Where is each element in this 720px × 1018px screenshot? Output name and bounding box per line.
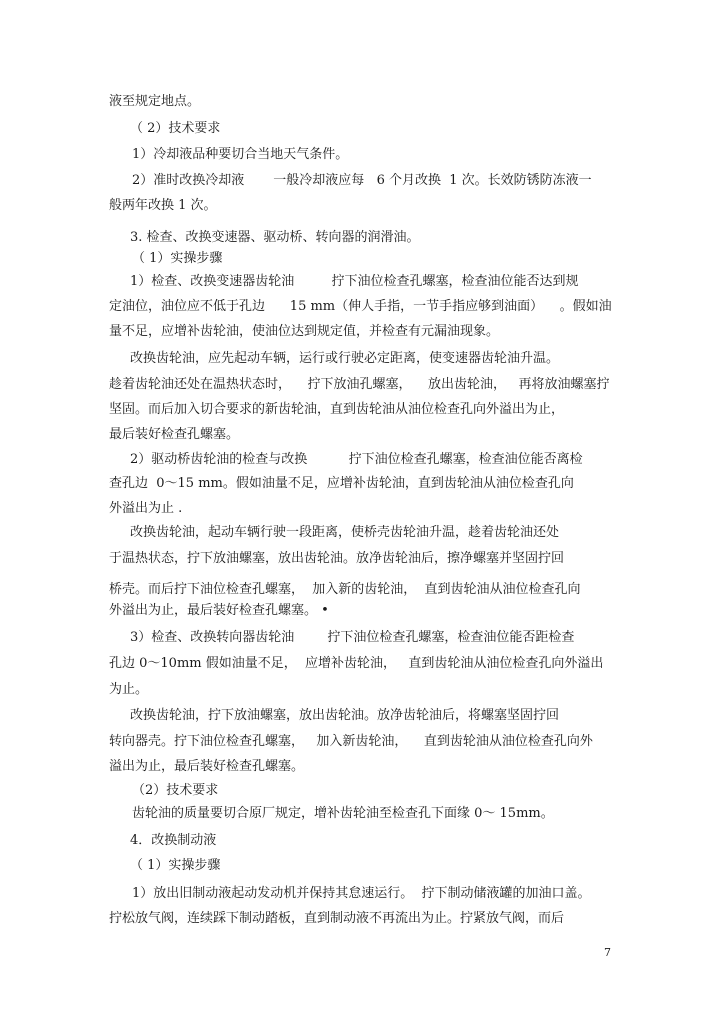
line-8: 定油位，油位应不低于孔边 15 mm（伸人手指，一节手指应够到油面） 。假如油 [109, 299, 612, 314]
line-11: 趁着齿轮油还处在温热状态时， 拧下放油孔螺塞， 放出齿轮油， 再将放油螺塞拧 [109, 377, 610, 392]
line-7: 1）检查、改换变速器齿轮油 拧下油位检查孔螺塞，检查油位能否达到规 [130, 274, 579, 289]
line-10: 改换齿轮油，应先起动车辆，运行或行驶必定距离，使变速器齿轮油升温。 [130, 351, 560, 366]
line-14: 2）驱动桥齿轮油的检查与改换 拧下油位检查孔螺塞，检查油位能否离检 [130, 452, 583, 467]
line-6: （ 1）实操步骤 [132, 251, 223, 266]
line-17: 改换齿轮油，起动车辆行驶一段距离，使桥壳齿轮油升温，趁着齿轮油还处 [130, 525, 560, 540]
line-13: 最后装好检查孔螺塞。 [109, 427, 240, 442]
line-5: 3. 检查、改换变速器、驱动桥、转向器的润滑油。 [130, 230, 420, 245]
line-26: 溢出为止，最后装好检查孔螺塞。 [109, 759, 305, 774]
line-22: 孔边 0～10mm 假如油量不足， 应增补齿轮油， 直到齿轮油从油位检查孔向外溢出 [109, 656, 604, 671]
page-number: 7 [604, 946, 611, 959]
line-2: 1）冷却液品种要切合当地天气条件。 [132, 147, 349, 162]
line-4: 般两年改换 1 次。 [109, 198, 217, 213]
line-29: 4．改换制动液 [130, 833, 217, 848]
line-15: 查孔边 0～15 mm。假如油量不足，应增补齿轮油，直到齿轮油从油位检查孔向 [109, 476, 574, 491]
line-25: 转向器壳。拧下油位检查孔螺塞， 加入新齿轮油， 直到齿轮油从油位检查孔向外 [109, 734, 593, 749]
line-23: 为止。 [109, 682, 149, 697]
line-9: 量不足，应增补齿轮油，使油位达到规定值，并检查有元漏油现象。 [109, 324, 500, 339]
line-21: 3）检查、改换转向器齿轮油 拧下油位检查孔螺塞，检查油位能否距检查 [130, 630, 575, 645]
line-28: 齿轮油的质量要切合原厂规定，增补齿轮油至检查孔下面缘 0～ 15mm。 [132, 806, 554, 821]
line-18: 于温热状态，拧下放油螺塞，放出齿轮油。放净齿轮油后，擦净螺塞并坚固拧回 [109, 551, 565, 566]
line-20: 外溢出为止，最后装好检查孔螺塞。 • [109, 603, 329, 618]
line-32: 拧松放气阀，连续踩下制动踏板，直到制动液不再流出为止。拧紧放气阀，而后 [109, 911, 565, 926]
line-24: 改换齿轮油，拧下放油螺塞，放出齿轮油。放净齿轮油后，将螺塞坚固拧回 [130, 708, 560, 723]
line-0: 液至规定地点。 [109, 94, 201, 109]
line-3: 2）准时改换冷却液 一般冷却液应每 6 个月改换 1 次。长效防锈防冻液一 [132, 173, 592, 188]
line-31: 1）放出旧制动液起动发动机并保持其怠速运行。 拧下制动储液罐的加油口盖。 [132, 886, 591, 901]
line-12: 坚固。而后加入切合要求的新齿轮油，直到齿轮油从油位检查孔向外溢出为止， [109, 402, 565, 417]
line-19: 桥壳。而后拧下油位检查孔螺塞， 加入新的齿轮油， 直到齿轮油从油位检查孔向 [109, 582, 581, 597]
line-16: 外溢出为止 . [109, 501, 183, 516]
line-27: （2）技术要求 [132, 783, 219, 798]
line-1: （ 2）技术要求 [130, 121, 221, 136]
line-30: （ 1）实操步骤 [130, 858, 221, 873]
